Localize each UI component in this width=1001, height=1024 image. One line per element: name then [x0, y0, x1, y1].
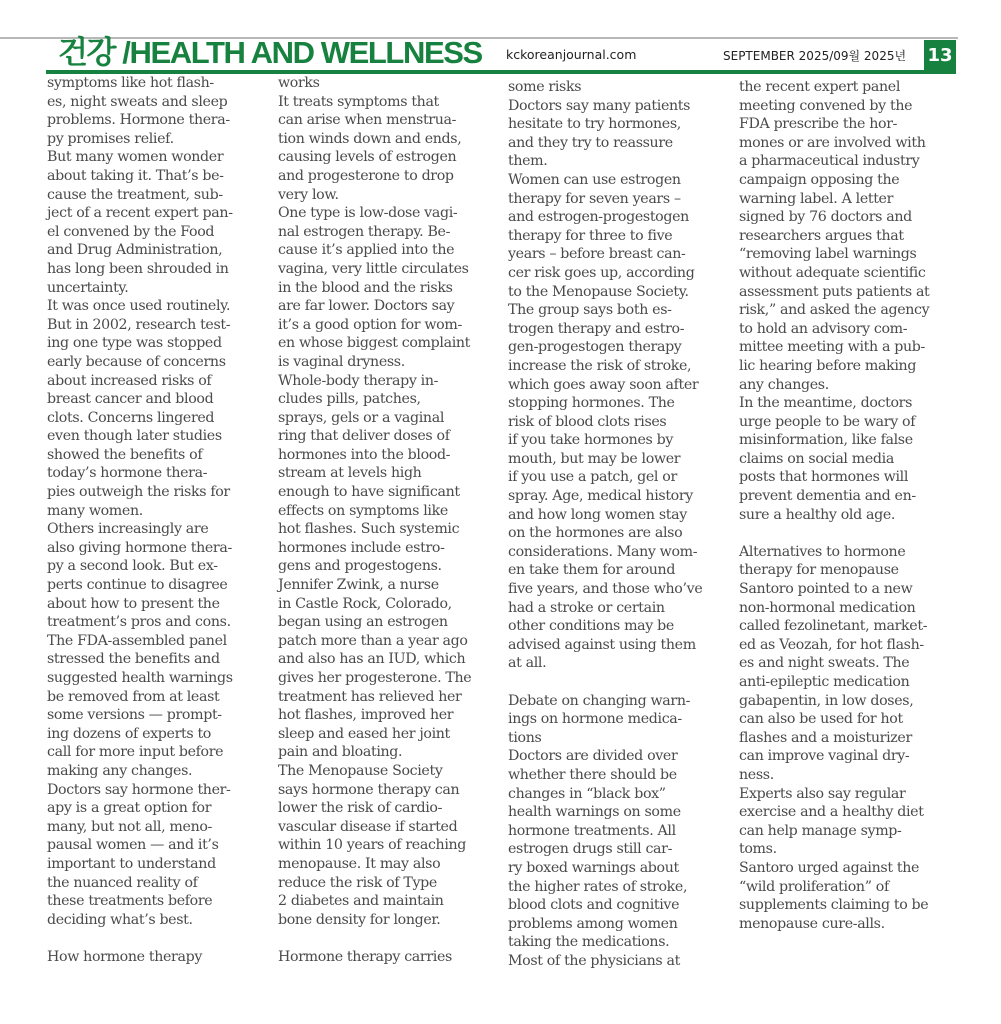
article-text-line: reduce the risk of Type — [278, 874, 437, 891]
article-text-line: and estrogen-progestogen — [508, 209, 689, 226]
article-text-line: stopping hormones. The — [508, 395, 675, 412]
article-text-line: spray. Age, medical history — [508, 488, 693, 505]
article-text-line: call for more input before — [47, 744, 224, 761]
article-text-line: many, but not all, meno- — [47, 818, 212, 835]
paragraph-gap — [278, 929, 471, 948]
article-text-line: pausal women — and it’s — [47, 837, 219, 854]
article-text-line: and how long women stay — [508, 506, 687, 523]
article-text-line: important to understand — [47, 855, 216, 872]
article-text-line: therapy for menopause — [739, 562, 899, 579]
article-text-line: therapy for seven years – — [508, 190, 681, 207]
article-text-line: considerations. Many wom- — [508, 543, 698, 560]
article-text-line: can arise when menstrua- — [278, 112, 457, 129]
article-text-line: can improve vaginal dry- — [739, 748, 910, 765]
article-text-line: can help manage symp- — [739, 822, 902, 839]
article-text-line: Doctors are divided over — [508, 748, 678, 765]
article-text-line: treatment has relieved her — [278, 688, 462, 705]
article-text-line: Women can use estrogen — [508, 171, 681, 188]
article-text-line: el convened by the Food — [47, 223, 215, 240]
article-text-line: advised against using them — [508, 636, 696, 653]
article-text-line: some versions — prompt- — [47, 707, 222, 724]
article-text-line: vascular disease if started — [278, 818, 458, 835]
article-text-line: about how to present the — [47, 595, 220, 612]
article-text-line: uncertainty. — [47, 279, 129, 296]
article-text-line: How hormone therapy — [47, 948, 202, 965]
article-text-line: if you use a patch, gel or — [508, 469, 677, 486]
article-text-line: flashes and a moisturizer — [739, 729, 912, 746]
article-text-line: misinformation, like false — [739, 432, 913, 449]
article-column-2 — [278, 74, 471, 967]
article-text-line: ry boxed warnings about — [508, 859, 679, 876]
article-text-line: treatment’s pros and cons. — [47, 614, 231, 631]
article-text-line: showed the benefits of — [47, 446, 203, 463]
article-text-line: perts continue to disagree — [47, 577, 228, 594]
article-text-line: at all. — [508, 655, 547, 672]
article-text-line: mones or are involved with — [739, 134, 926, 151]
article-text-line: Santoro pointed to a new — [739, 581, 913, 598]
article-text-line: to the Menopause Society. — [508, 283, 689, 300]
article-text-line: problems. Hormone thera- — [47, 112, 230, 129]
article-text-line: is vaginal dryness. — [278, 353, 405, 370]
article-text-line: Hormone therapy carries — [278, 948, 452, 965]
article-text-line: py a second look. But ex- — [47, 558, 218, 575]
article-text-line: about increased risks of — [47, 372, 212, 389]
article-text-line: non-hormonal medication — [739, 599, 916, 616]
article-text-line: hormones include estro- — [278, 539, 445, 556]
article-text-line: gens and progestogens. — [278, 558, 442, 575]
article-text-line: within 10 years of reaching — [278, 837, 467, 854]
article-text-line: Whole-body therapy in- — [278, 372, 439, 389]
article-text-line: can also be used for hot — [739, 711, 903, 728]
article-text-line: cause the treatment, sub- — [47, 186, 223, 203]
article-text-line: without adequate scientific — [739, 264, 926, 281]
article-text-line: increase the risk of stroke, — [508, 357, 692, 374]
article-text-line: signed by 76 doctors and — [739, 209, 912, 226]
article-text-line: lic hearing before making — [739, 357, 917, 374]
paragraph-gap — [47, 929, 233, 948]
article-text-line: risk,” and asked the agency — [739, 302, 930, 319]
article-text-line: “removing label warnings — [739, 246, 917, 263]
article-text-line: But many women wonder — [47, 149, 224, 166]
article-text-line: pies outweigh the risks for — [47, 484, 230, 501]
article-text-line: Doctors say many patients — [508, 97, 691, 114]
article-text-line: be removed from at least — [47, 688, 220, 705]
article-column-1 — [47, 74, 233, 967]
article-text-line: them. — [508, 153, 548, 170]
article-text-line: symptoms like hot flash- — [47, 75, 214, 91]
article-text-line: health warnings on some — [508, 804, 681, 821]
article-text-line: claims on social media — [739, 450, 894, 467]
article-text-line: toms. — [739, 841, 777, 858]
article-text-line: researchers argues that — [739, 227, 904, 244]
article-text-line: gen-progestogen therapy — [508, 339, 682, 356]
article-text-line: apy is a great option for — [47, 800, 212, 817]
article-text-line: if you take hormones by — [508, 432, 673, 449]
article-text-line: campaign opposing the — [739, 171, 900, 188]
article-text-line: causing levels of estrogen — [278, 149, 457, 166]
article-text-line: has long been shrouded in — [47, 260, 229, 277]
article-text-line: the recent expert panel — [739, 79, 901, 95]
article-text-line: hormones into the blood- — [278, 446, 451, 463]
article-text-line: these treatments before — [47, 893, 213, 910]
article-text-line: pain and bloating. — [278, 744, 403, 761]
article-text-line: supplements claiming to be — [739, 897, 929, 914]
article-text-line: also giving hormone thera- — [47, 539, 232, 556]
article-text-line: changes in “black box” — [508, 785, 666, 802]
article-text-line: in the blood and the risks — [278, 279, 453, 296]
article-text-line: are far lower. Doctors say — [278, 298, 455, 315]
article-text-line: es, night sweats and sleep — [47, 93, 228, 110]
article-text-line: very low. — [278, 186, 339, 203]
site-url: kckoreanjournal.com — [506, 47, 637, 62]
article-text-line: warning label. A letter — [739, 190, 894, 207]
article-text-line: estrogen drugs still car- — [508, 841, 673, 858]
article-text-line: ed as Veozah, for hot flash- — [739, 636, 924, 653]
paragraph-gap — [508, 673, 702, 692]
article-text-line: in Castle Rock, Colorado, — [278, 595, 452, 612]
article-text-line: ing dozens of experts to — [47, 725, 211, 742]
article-text-line: py promises relief. — [47, 130, 174, 147]
article-text-line: began using an estrogen — [278, 614, 448, 631]
article-text-line: and progesterone to drop — [278, 167, 454, 184]
article-text-line: any changes. — [739, 376, 829, 393]
article-text-line: sure a healthy old age. — [739, 506, 896, 523]
article-text-line: the nuanced reality of — [47, 874, 198, 891]
article-text-line: risk of blood clots rises — [508, 413, 667, 430]
article-text-line: early because of concerns — [47, 353, 226, 370]
article-text-line: It treats symptoms that — [278, 93, 439, 110]
article-text-line: hesitate to try hormones, — [508, 116, 681, 133]
article-text-line: cause it’s applied into the — [278, 242, 455, 259]
article-text-line: mouth, but may be lower — [508, 450, 681, 467]
article-text-line: effects on symptoms like — [278, 502, 448, 519]
article-text-line: vagina, very little circulates — [278, 260, 469, 277]
article-text-line: It was once used routinely. — [47, 298, 231, 315]
article-text-line: “wild proliferation” of — [739, 878, 889, 895]
article-text-line: hot flashes. Such systemic — [278, 521, 460, 538]
article-text-line: patch more than a year ago — [278, 632, 468, 649]
article-text-line: Others increasingly are — [47, 521, 209, 538]
article-text-line: years – before breast can- — [508, 246, 686, 263]
article-text-line: deciding what’s best. — [47, 911, 193, 928]
article-text-line: menopause. It may also — [278, 855, 441, 872]
article-text-line: called fezolinetant, market- — [739, 618, 928, 635]
article-text-line: making any changes. — [47, 762, 193, 779]
article-text-line: tions — [508, 729, 542, 746]
article-text-line: posts that hormones will — [739, 469, 909, 486]
article-text-line: en whose biggest complaint — [278, 335, 471, 352]
article-text-line: says hormone therapy can — [278, 781, 460, 798]
article-text-line: taking the medications. — [508, 934, 670, 951]
article-text-line: hormone treatments. All — [508, 822, 676, 839]
article-text-line: Santoro urged against the — [739, 859, 920, 876]
article-text-line: anti-epileptic medication — [739, 674, 910, 690]
article-text-line: cludes pills, patches, — [278, 391, 421, 408]
article-text-line: But in 2002, research test- — [47, 316, 231, 333]
issue-date: SEPTEMBER 2025/09월 2025년 — [723, 49, 907, 63]
article-text-line: Experts also say regular — [739, 785, 906, 802]
article-text-line: One type is low-dose vagi- — [278, 205, 458, 222]
article-text-line: which goes away soon after — [508, 376, 699, 393]
article-text-line: to hold an advisory com- — [739, 320, 908, 337]
article-text-line: a pharmaceutical industry — [739, 153, 920, 170]
article-text-line: had a stroke or certain — [508, 599, 665, 616]
article-text-line: sprays, gels or a vaginal — [278, 409, 445, 426]
article-text-line: sleep and eased her joint — [278, 725, 450, 742]
article-column-3 — [508, 78, 702, 971]
article-text-line: many women. — [47, 502, 143, 519]
article-text-line: gives her progesterone. The — [278, 670, 472, 686]
article-text-line: ings on hormone medica- — [508, 711, 682, 728]
article-text-line: problems among women — [508, 915, 678, 932]
article-text-line: therapy for three to five — [508, 227, 673, 244]
article-text-line: ness. — [739, 766, 774, 783]
article-column-4 — [739, 78, 929, 933]
article-text-line: works — [278, 75, 320, 91]
article-text-line: Jennifer Zwink, a nurse — [278, 577, 439, 594]
article-text-line: lower the risk of cardio- — [278, 800, 443, 817]
article-text-line: tion winds down and ends, — [278, 130, 462, 147]
section-title: 건강 /HEALTH AND WELLNESS — [58, 35, 482, 70]
article-text-line: bone density for longer. — [278, 911, 441, 928]
article-text-line: Doctors say hormone ther- — [47, 781, 231, 798]
article-text-line: stressed the benefits and — [47, 651, 220, 668]
article-text-line: trogen therapy and estro- — [508, 320, 685, 337]
article-text-line: urge people to be wary of — [739, 413, 916, 430]
article-text-line: breast cancer and blood — [47, 391, 214, 408]
article-text-line: the higher rates of stroke, — [508, 878, 688, 895]
article-text-line: ject of a recent expert pan- — [47, 205, 233, 222]
article-text-line: today’s hormone thera- — [47, 465, 208, 482]
article-text-line: The Menopause Society — [278, 762, 443, 779]
article-text-line: some risks — [508, 79, 582, 95]
article-text-line: cer risk goes up, according — [508, 264, 695, 281]
article-text-line: even though later studies — [47, 428, 222, 445]
article-text-line: clots. Concerns lingered — [47, 409, 215, 426]
article-text-line: menopause cure-alls. — [739, 915, 885, 932]
article-text-line: on the hormones are also — [508, 525, 683, 542]
article-text-line: In the meantime, doctors — [739, 395, 913, 412]
article-text-line: gabapentin, in low doses, — [739, 692, 914, 709]
article-text-line: FDA prescribe the hor- — [739, 116, 898, 133]
article-text-line: The group says both es- — [508, 302, 672, 319]
page-number-badge: 13 — [924, 40, 956, 72]
article-text-line: 2 diabetes and maintain — [278, 893, 444, 910]
article-text-line: it’s a good option for wom- — [278, 316, 462, 333]
article-text-line: meeting convened by the — [739, 97, 913, 114]
article-text-line: ring that deliver doses of — [278, 428, 450, 445]
article-text-line: suggested health warnings — [47, 670, 233, 686]
article-text-line: hot flashes, improved her — [278, 707, 454, 724]
article-text-line: es and night sweats. The — [739, 655, 910, 672]
article-text-line: exercise and a healthy diet — [739, 804, 924, 821]
article-text-line: and they try to reassure — [508, 134, 673, 151]
article-text-line: assessment puts patients at — [739, 283, 930, 300]
article-text-line: blood clots and cognitive — [508, 897, 680, 914]
article-text-line: nal estrogen therapy. Be- — [278, 223, 451, 240]
article-text-line: whether there should be — [508, 766, 677, 783]
article-text-line: mittee meeting with a pub- — [739, 339, 925, 356]
article-text-line: Most of the physicians at — [508, 952, 680, 969]
article-text-line: and also has an IUD, which — [278, 651, 466, 668]
article-text-line: about taking it. That’s be- — [47, 167, 224, 184]
article-text-line: and Drug Administration, — [47, 242, 223, 259]
article-text-line: five years, and those who’ve — [508, 581, 703, 598]
article-text-line: ing one type was stopped — [47, 335, 222, 352]
article-text-line: The FDA-assembled panel — [47, 632, 227, 649]
article-text-line: enough to have significant — [278, 484, 460, 501]
article-text-line: other conditions may be — [508, 618, 674, 635]
article-text-line: Alternatives to hormone — [739, 543, 906, 560]
paragraph-gap — [739, 524, 929, 543]
article-text-line: prevent dementia and en- — [739, 488, 916, 505]
article-text-line: stream at levels high — [278, 465, 422, 482]
article-text-line: Debate on changing warn- — [508, 692, 691, 709]
article-text-line: en take them for around — [508, 562, 676, 579]
